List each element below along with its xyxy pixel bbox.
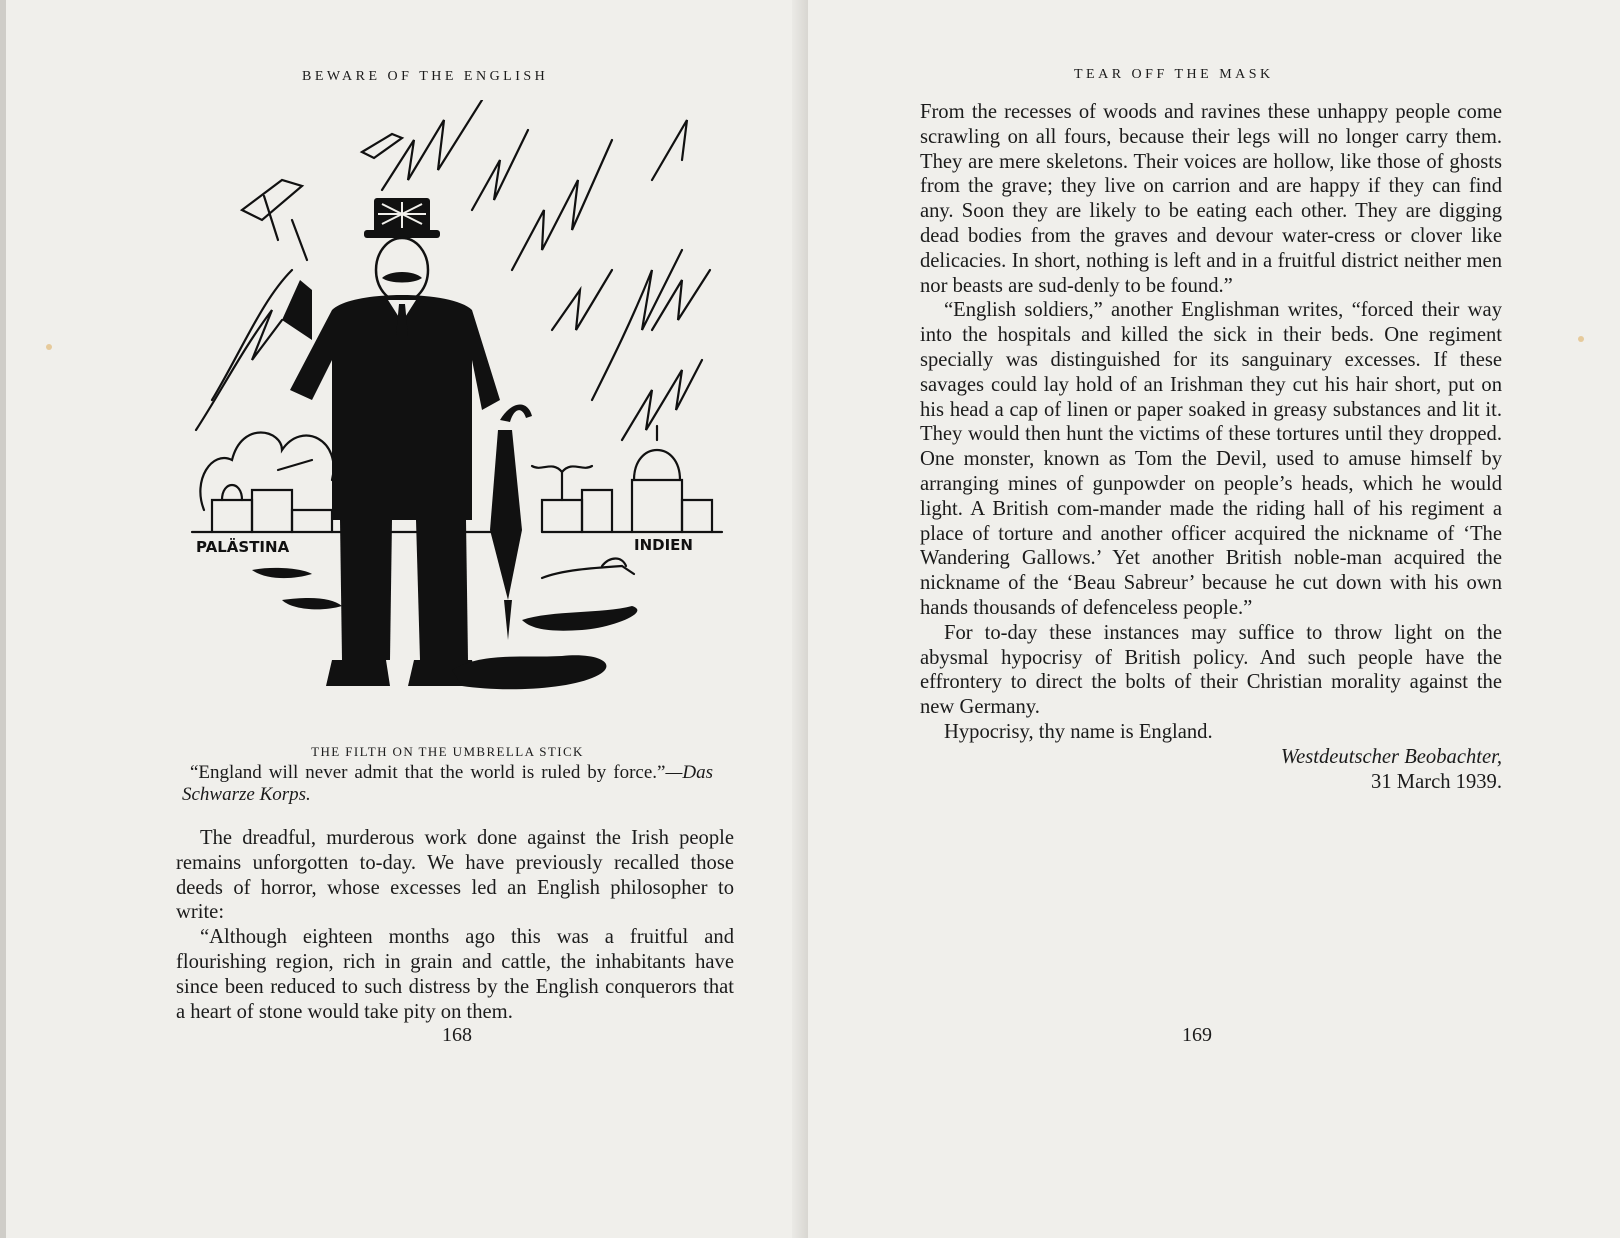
attribution [920, 745, 1502, 795]
left-body-text [176, 826, 734, 1024]
caption-quote [182, 762, 713, 806]
caption-quote-text: “England will never admit that the world is ruled by force.” [190, 762, 666, 783]
running-head-left: BEWARE OF THE ENGLISH [302, 69, 549, 84]
label-indien: INDIEN [634, 536, 693, 554]
paragraph: The dreadful, murderous work done against the Irish people remains unforgotten to-day. We have previously recalled those deeds of horror, whose excesses led an English philosopher to write: [176, 827, 734, 924]
attribution-date: 31 March 1939. [1371, 770, 1502, 793]
paragraph: “English soldiers,” another Englishman writes, “forced their way into the hospitals and killed the sick in their beds. One regiment specially was distinguished for its sanguinary excesses. If these savages could lay hold of an Irishman they cut his hair short, put on his head a cap of linen or paper soaked in greasy substances and lit it. They would then hunt the victims of these tortures until they dropped. One monster, known as Tom the Devil, used to amuse himself by arranging mines of gunpowder on people’s heads, which he would light. A British com-mander made the riding hall of his regiment a place of torture and another officer acquired the nickname of ‘The Wandering Gallows.’ Yet another British noble-man acquired the nickname of the ‘Beau Sabreur’ because he cut down with his own hands thousands of defenceless people.” [920, 299, 1502, 619]
paragraph: “Although eighteen months ago this was a fruitful and flourishing region, rich in grain and cattle, the inhabitants have since been reduced to such distress by the English conquerors that a heart of stone would take pity on them. [176, 926, 734, 1023]
caption-source: —Das Schwarze Korps. [182, 762, 713, 805]
page-number-right: 169 [1182, 1024, 1212, 1046]
paper-stain [1578, 336, 1584, 342]
caption [182, 744, 713, 806]
page-number-left: 168 [442, 1024, 472, 1046]
running-head-right: TEAR OFF THE MASK [1074, 67, 1274, 82]
paragraph: For to-day these instances may suffice to throw light on the abysmal hypocrisy of British policy. And such people have the effrontery to direct the bolts of their Christian morality against the new Germany. [920, 621, 1502, 719]
paper-stain [46, 344, 52, 350]
caption-title: THE FILTH ON THE UMBRELLA STICK [311, 744, 584, 759]
right-page [808, 0, 1620, 1238]
left-page [0, 0, 808, 1238]
paragraph: Hypocrisy, thy name is England. [944, 720, 1213, 743]
paragraph: From the recesses of woods and ravines these unhappy people come scrawling on all fours, because their legs will no longer carry them. They are mere skeletons. Their voices are hollow, like those of ghosts from the grave; they live on carrion and are happy if they can find any. Soon they are likely to be eating each other. They are digging dead bodies from the graves and devour water-cress or clover like delicacies. In short, nothing is left and in a fruitful district neither men nor beasts are sud-denly to be found.” [920, 101, 1502, 297]
attribution-source: Westdeutscher Beobachter, [1280, 745, 1502, 768]
label-palastina: PALÄSTINA [196, 538, 290, 556]
right-body-text [920, 100, 1502, 794]
cartoon-englishman-icon [182, 100, 728, 720]
